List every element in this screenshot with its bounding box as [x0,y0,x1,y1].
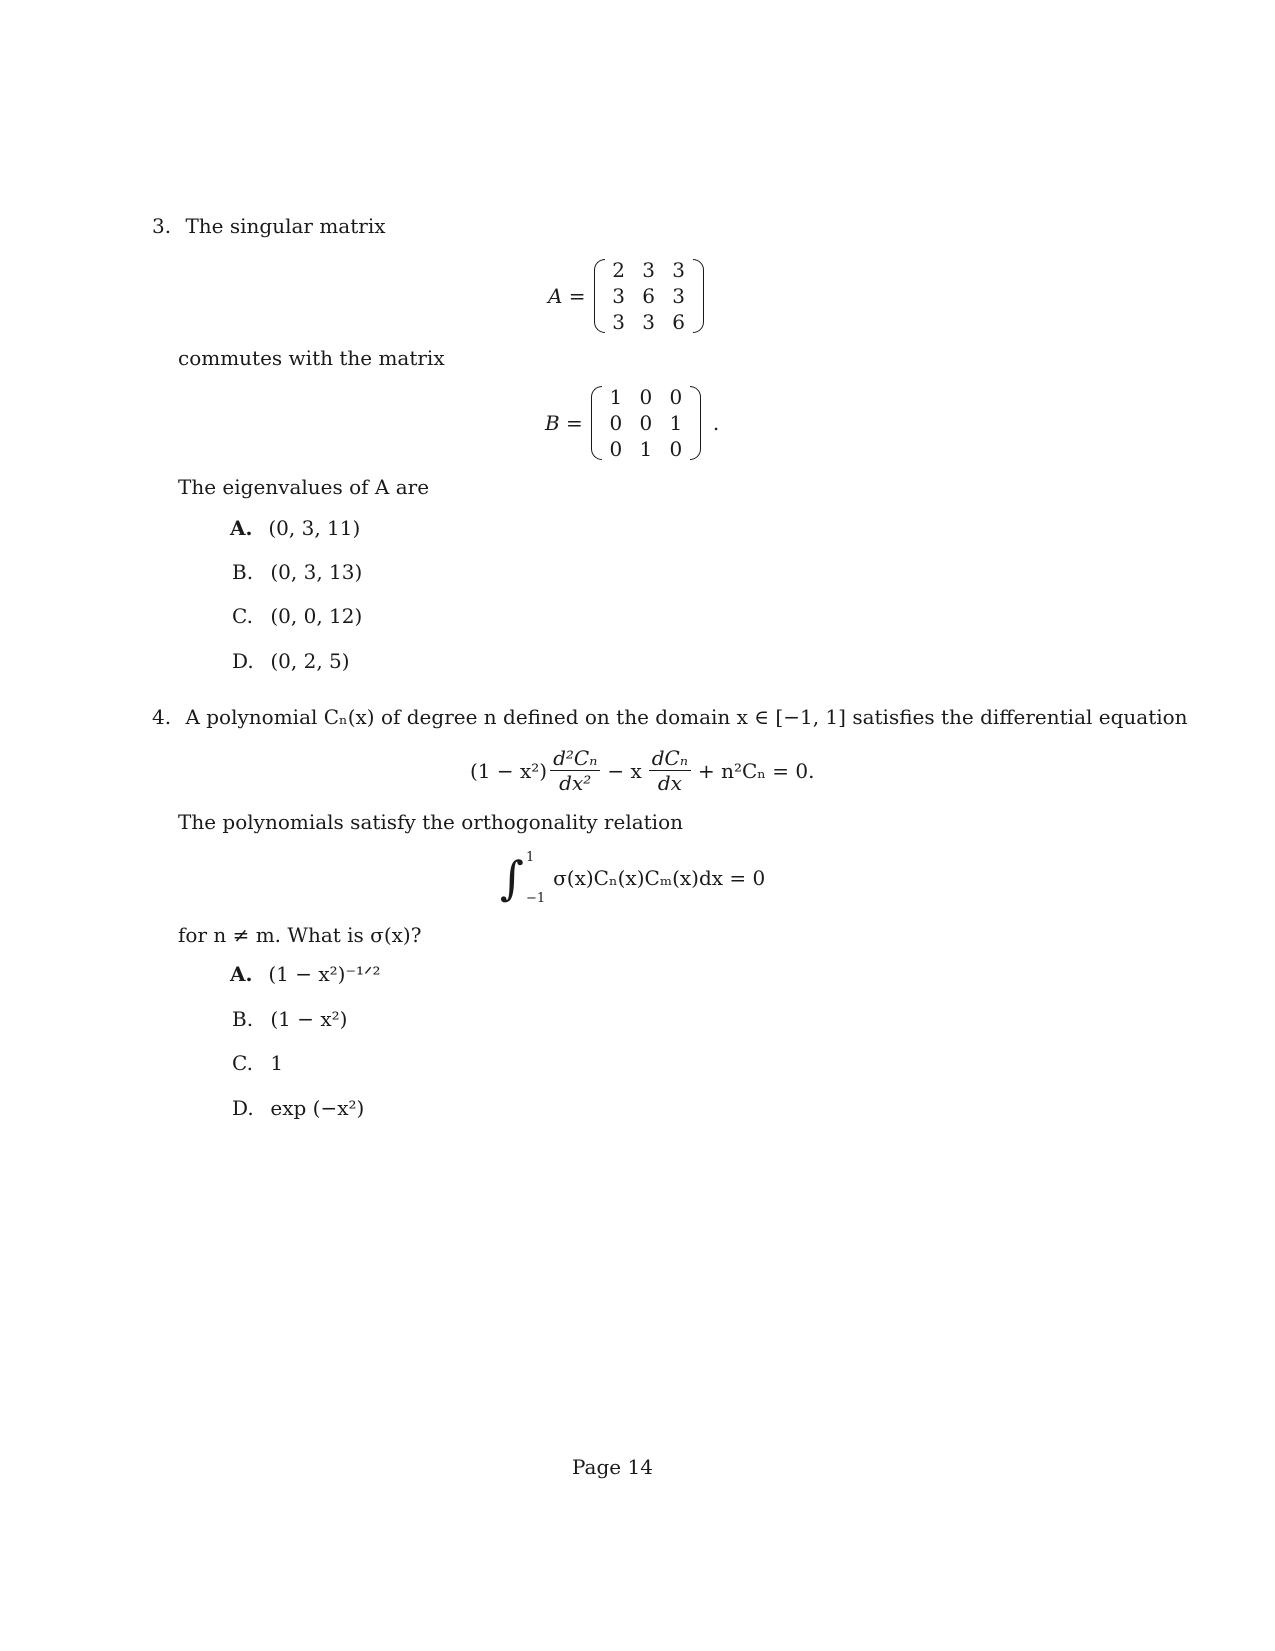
option-letter: B. [232,560,254,584]
matrix-cell: 0 [639,385,653,409]
integral-body: σ(x)Cₙ(x)Cₘ(x)dx = 0 [553,866,766,890]
matrix-cell: 3 [612,284,625,308]
question-3-number: 3. [152,214,172,238]
matrix-a-grid [594,257,704,335]
page-number: Page 14 [572,1455,653,1479]
question-3-header [152,214,386,238]
matrix-cell: 3 [672,284,685,308]
commutes-text: commutes with the matrix [178,346,445,370]
matrix-cell: 0 [669,437,683,461]
option-letter: D. [232,649,254,673]
q4-option-d[interactable] [232,1096,364,1120]
matrix-b-label: B = [545,411,583,435]
matrix-cell: 3 [642,310,655,334]
first-derivative-fraction [649,746,691,795]
question-4-prompt: for n ≠ m. What is σ(x)? [178,923,422,947]
matrix-b-grid [591,384,701,462]
matrix-cell: 3 [612,310,625,334]
q4-option-a[interactable] [230,962,381,986]
matrix-cell: 1 [669,411,683,435]
option-text: exp (−x²) [270,1096,365,1120]
matrix-cell: 0 [639,411,653,435]
option-text: (1 − x²) [270,1007,348,1031]
matrix-cell: 0 [609,437,623,461]
option-text: (1 − x²)⁻¹ᐟ² [268,962,381,986]
integral-lower-limit: −1 [525,891,546,906]
matrix-a [548,257,704,335]
matrix-cell: 6 [642,284,655,308]
integral-sign: ∫ [500,851,524,905]
matrix-b [545,384,719,462]
integral-limits [526,850,545,906]
orthogonality-text: The polynomials satisfy the orthogonality relation [178,810,683,834]
eq-mid: − x [607,758,642,783]
q3-option-b[interactable] [232,560,362,584]
q4-option-c[interactable] [232,1051,283,1075]
second-derivative-fraction [550,746,600,795]
matrix-b-trailing-period: . [712,411,720,435]
matrix-cell: 0 [669,385,683,409]
q3-option-d[interactable] [232,649,350,673]
fraction-numerator: dCₙ [649,746,691,771]
option-text: (0, 3, 13) [270,560,363,584]
differential-equation [470,746,815,795]
fraction-denominator: dx² [559,771,592,795]
question-3-intro: The singular matrix [185,214,386,238]
option-text: (0, 0, 12) [270,604,363,628]
option-text: (0, 2, 5) [270,649,350,673]
matrix-cell: 1 [609,385,623,409]
matrix-cell: 3 [672,258,685,282]
fraction-numerator: d²Cₙ [550,746,600,771]
matrix-a-label: A = [548,284,586,308]
option-text: (0, 3, 11) [268,516,361,540]
matrix-cell: 3 [642,258,655,282]
orthogonality-integral [500,850,765,906]
q4-option-b[interactable] [232,1007,347,1031]
matrix-cell: 2 [612,258,625,282]
option-letter: A. [230,516,253,540]
option-text: 1 [270,1051,284,1075]
option-letter: C. [232,1051,253,1075]
option-letter: A. [230,962,253,986]
question-4-number: 4. [152,705,172,729]
q3-option-a[interactable] [230,516,360,540]
question-4-intro: A polynomial Cₙ(x) of degree n defined on the domain x ∈ [−1, 1] satisfies the differential equation [185,705,1188,729]
option-letter: D. [232,1096,254,1120]
integral-upper-limit: 1 [525,850,535,865]
matrix-cell: 6 [672,310,685,334]
question-4-header [152,705,1188,729]
question-3-prompt: The eigenvalues of A are [178,475,430,499]
fraction-denominator: dx [657,771,682,795]
eq-lead: (1 − x²) [470,758,548,783]
option-letter: C. [232,604,253,628]
q3-option-c[interactable] [232,604,362,628]
matrix-cell: 0 [609,411,623,435]
eq-tail: + n²Cₙ = 0. [697,758,815,783]
option-letter: B. [232,1007,254,1031]
matrix-cell: 1 [639,437,653,461]
